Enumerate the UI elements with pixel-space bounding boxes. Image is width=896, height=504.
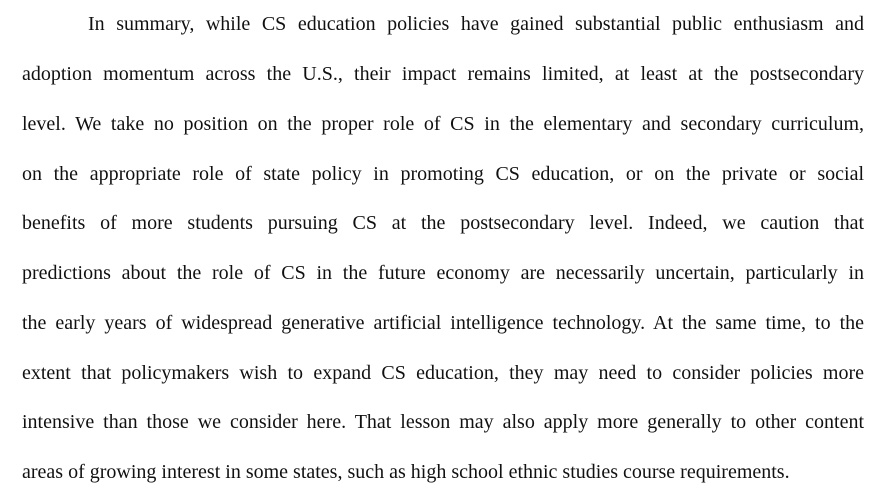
paragraph-line: level. We take no position on the proper role of CS in the elementary and secondary curriculum,: [22, 113, 864, 135]
paragraph-line: the early years of widespread generative artificial intelligence technology. At the same time, to the: [22, 312, 864, 334]
paragraph-line: benefits of more students pursuing CS at the postsecondary level. Indeed, we caution that: [22, 212, 864, 234]
paragraph-line: extent that policymakers wish to expand CS education, they may need to consider policies more: [22, 362, 864, 384]
paragraph-line: predictions about the role of CS in the future economy are necessarily uncertain, particularly in: [22, 262, 864, 284]
paragraph-line: adoption momentum across the U.S., their impact remains limited, at least at the postsecondary: [22, 63, 864, 85]
paragraph-line: intensive than those we consider here. That lesson may also apply more generally to other content: [22, 411, 864, 433]
paragraph-line: areas of growing interest in some states, such as high school ethnic studies course requirements.: [22, 461, 790, 483]
paragraph-line: In summary, while CS education policies have gained substantial public enthusiasm and: [88, 13, 864, 35]
paragraph-line: on the appropriate role of state policy in promoting CS education, or on the private or social: [22, 163, 864, 185]
